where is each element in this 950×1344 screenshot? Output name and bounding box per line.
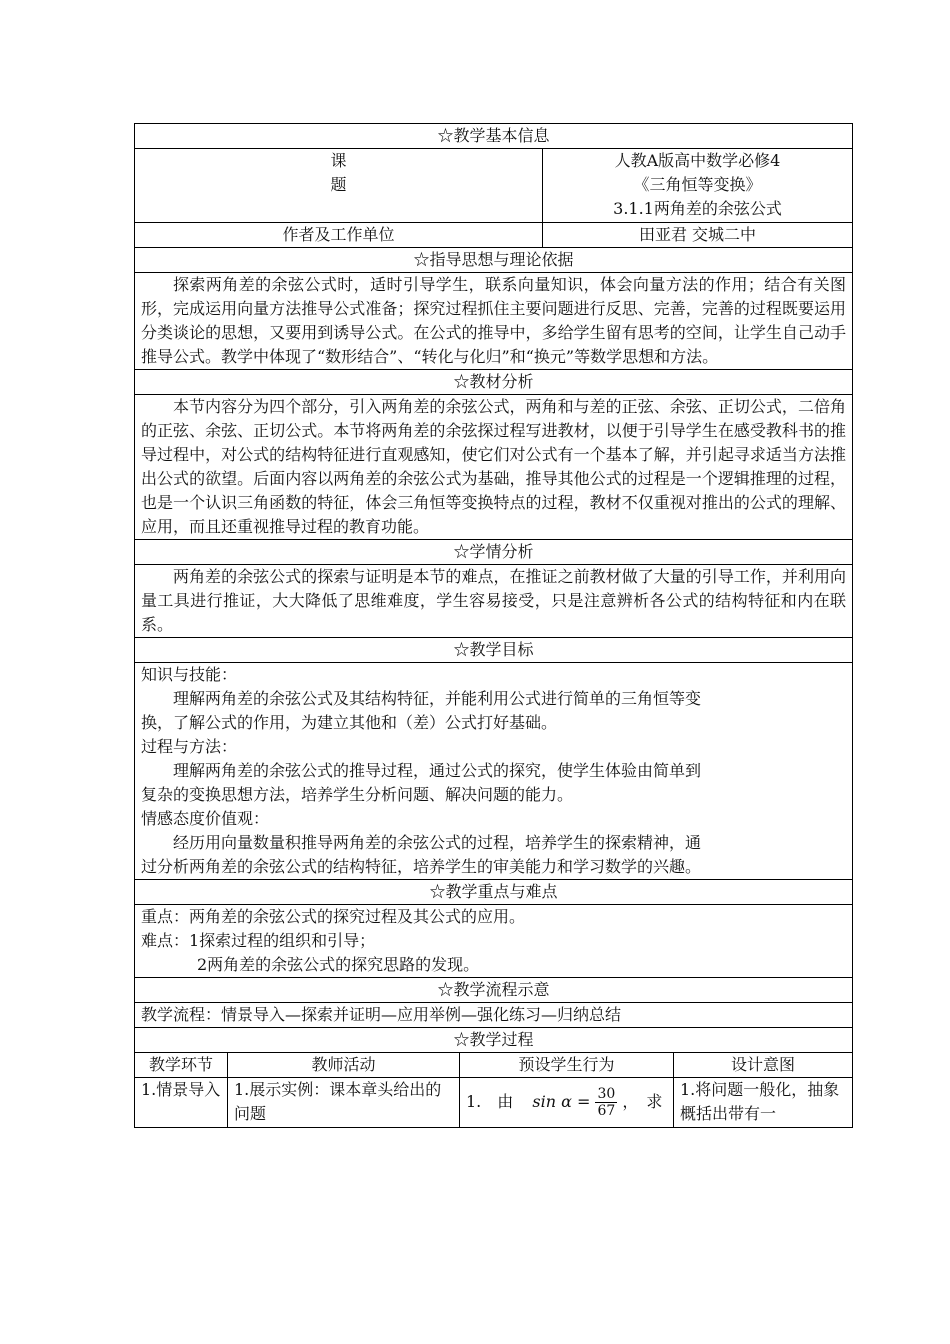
goals-body [135, 663, 853, 880]
goals-header: ☆教学目标 [135, 638, 853, 663]
author-value: 田亚君 交城二中 [543, 223, 853, 248]
row-stage: 1.情景导入 [135, 1078, 228, 1128]
knowledge-text: 理解两角差的余弦公式及其结构特征，并能利用公式进行简单的三角恒等变 [173, 689, 702, 708]
emotion-text: 经历用向量数量积推导两角差的余弦公式的过程，培养学生的探索精神，通 [173, 833, 702, 852]
flow-text: 教学流程：情景导入—探索并证明—应用举例—强化练习—归纳总结 [135, 1003, 853, 1028]
students-text: 两角差的余弦公式的探索与证明是本节的难点，在推证之前教材做了大量的引导工作，并利用向量工具进行推证，大大降低了思维难度，学生容易接受，只是注意辨析各公式的结构特征和内在联系。 [135, 565, 853, 638]
difficulty-1: 难点：1探索过程的组织和引导； [141, 931, 376, 950]
topic-label [135, 149, 543, 223]
topic-label-text: 课题 [330, 151, 347, 194]
basic-info-header: ☆教学基本信息 [135, 124, 853, 149]
material-text: 本节内容分为四个部分，引入两角差的余弦公式，两角和与差的正弦、余弦、正切公式，二倍角的正弦、余弦、正切公式。本节将两角差的余弦探过程写进教材，以便于引导学生在感受教科书的推导过程中，对公式的结构特征进行直观感知，使它们对公式有一个基本了解，并引起寻求适当方法推出公式的欲望。后面内容以两角差的余弦公式为基础，推导其他公式的过程是一个逻辑推理的过程，也是一个认识三角函数的特征，体会三角恒等变换特点的过程，教材不仅重视对推出的公式的理解、应用，而且还重视推导过程的教育功能。 [135, 395, 853, 540]
column-header-stage: 教学环节 [135, 1053, 228, 1078]
topic-line: 《三角恒等变换》 [633, 175, 762, 194]
column-header-intent: 设计意图 [674, 1053, 853, 1078]
knowledge-label: 知识与技能： [141, 665, 238, 684]
row-intent: 1.将问题一般化，抽象概括出带有一 [674, 1078, 853, 1128]
focus-body [135, 905, 853, 978]
row-teacher: 1.展示实例：课本章头给出的问题 [228, 1078, 460, 1128]
guiding-header: ☆指导思想与理论依据 [135, 248, 853, 273]
focus-header: ☆教学重点与难点 [135, 880, 853, 905]
topic-line: 3.1.1两角差的余弦公式 [613, 199, 782, 218]
emotion-text: 过分析两角差的余弦公式的结构特征，培养学生的审美能力和学习数学的兴趣。 [141, 857, 702, 876]
student-suffix: ， 求 [622, 1092, 663, 1111]
column-header-teacher: 教师活动 [228, 1053, 460, 1078]
material-header: ☆教材分析 [135, 370, 853, 395]
process-header: ☆教学过程 [135, 1028, 853, 1053]
lesson-plan-table [134, 123, 853, 1128]
topic-value [543, 149, 853, 223]
fraction [595, 1086, 617, 1119]
flow-header: ☆教学流程示意 [135, 978, 853, 1003]
key-point: 重点：两角差的余弦公式的探究过程及其公式的应用。 [141, 907, 526, 926]
fraction-denominator: 67 [597, 1103, 616, 1119]
process-label: 过程与方法： [141, 737, 238, 756]
process-text: 复杂的变换思想方法，培养学生分析问题、解决问题的能力。 [141, 785, 574, 804]
process-text: 理解两角差的余弦公式的推导过程，通过公式的探究，使学生体验由简单到 [173, 761, 702, 780]
emotion-label: 情感态度价值观： [141, 809, 270, 828]
topic-line: 人教A版高中数学必修4 [614, 151, 781, 170]
students-header: ☆学情分析 [135, 540, 853, 565]
fraction-numerator: 30 [597, 1086, 616, 1102]
lesson-plan-document [134, 123, 852, 1128]
difficulty-2: 2两角差的余弦公式的探究思路的发现。 [197, 955, 480, 974]
guiding-text: 探索两角差的余弦公式时，适时引导学生，联系向量知识，体会向量方法的作用；结合有关图形，完成运用向量方法推导公式准备；探究过程抓住主要问题进行反思、完善，完善的过程既要运用分类谈论的思想，又要用到诱导公式。在公式的推导中，多给学生留有思考的空间，让学生自己动手推导公式。教学中体现了“数形结合”、“转化与化归”和“换元”等数学思想和方法。 [135, 273, 853, 370]
author-label: 作者及工作单位 [135, 223, 543, 248]
knowledge-text: 换，了解公式的作用，为建立其他和（差）公式打好基础。 [141, 713, 558, 732]
student-formula: sin α = [532, 1092, 591, 1111]
column-header-student: 预设学生行为 [460, 1053, 674, 1078]
student-prefix: 1. 由 [466, 1092, 514, 1111]
row-student [460, 1078, 674, 1128]
